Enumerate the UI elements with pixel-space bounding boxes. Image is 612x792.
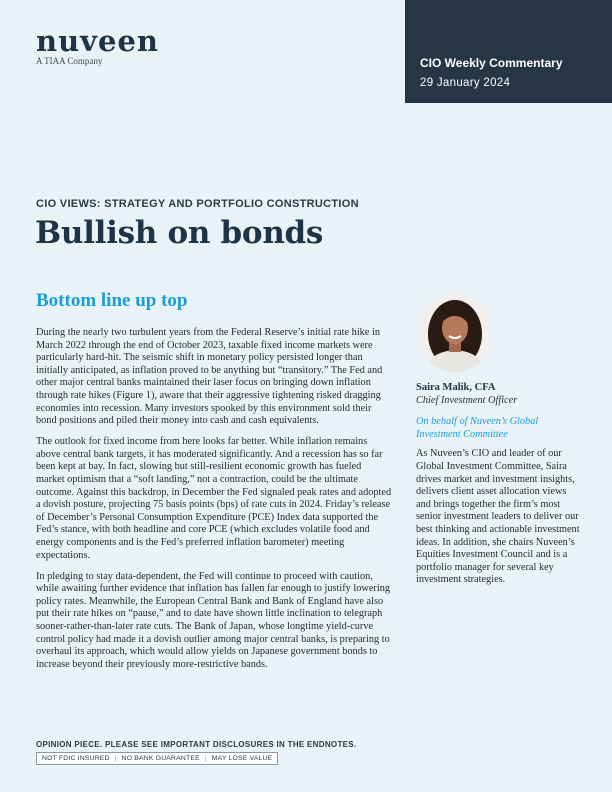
author-sidebar — [416, 382, 581, 587]
disclosure-note: OPINION PIECE. PLEASE SEE IMPORTANT DISCLOSURES IN THE ENDNOTES. — [36, 740, 357, 749]
page-title: Bullish on bonds — [35, 215, 324, 251]
badge-not-fdic: NOT FDIC INSURED — [42, 755, 110, 762]
logo-tagline: A TIAA Company — [36, 56, 103, 66]
badge-may-lose-value: MAY LOSE VALUE — [211, 755, 273, 762]
badge-no-bank-guarantee: NO BANK GUARANTEE — [121, 755, 200, 762]
header-panel — [405, 0, 612, 103]
section-label: CIO VIEWS: STRATEGY AND PORTFOLIO CONSTRUCTION — [36, 198, 359, 210]
paragraph: The outlook for fixed income from here looks far better. While inflation remains above central bank targets, it has moderated significantly. And a recession has so far been kept at bay. In fact, slowing but still-resilient economic growth has fueled market optimism that a “soft landing,” not a contraction, could be the ultimate outcome. Against this backdrop, in December the Fed signaled peak rates and adopted a dovish posture, projecting 75 basis points (bps) of rate cuts in 2024. Friday’s release of December’s Personal Consumption Expenditure (PCE) Index data supported the Fed’s stance, with both headline and core PCE (which excludes volatile food and energy components and is the Fed’s preferred inflation barometer) meeting expectations. — [36, 436, 392, 561]
badge-separator: | — [114, 755, 117, 762]
nuveen-logo — [36, 26, 159, 66]
author-role: Chief Investment Officer — [416, 394, 518, 406]
subhead: Bottom line up top — [36, 290, 188, 311]
badge-separator: | — [204, 755, 207, 762]
author-behalf: On behalf of Nuveen’s Global Investment Committee — [416, 416, 539, 440]
article-body — [36, 327, 392, 680]
logo-wordmark: nuveen — [36, 24, 160, 58]
paragraph: In pledging to stay data-dependent, the Fed will continue to proceed with caution, while awaiting further evidence that inflation has fallen far enough to justify lowering policy rates. Meanwhile, the European Central Bank and Bank of England have also put their rate hikes on “pause,” and to date have shown little inclination to telegraph sooner-rather-than-later rate cuts. The Bank of Japan, whose longtime yield-curve control policy had made it a dovish outlier among major central banks, is preparing to overhaul its approach, which would allow yields on Japanese government bonds to increase beyond their previously more-restrictive bands. — [36, 570, 390, 670]
author-avatar — [416, 294, 494, 372]
author-portrait-icon — [416, 294, 494, 372]
disclaimer-badges — [36, 752, 278, 765]
author-bio: As Nuveen’s CIO and leader of our Global Investment Committee, Saira drives market and investment insights, delivers client asset allocation views and brings together the firm’s most senior investment leaders to deliver our best thinking and actionable investment ideas. In addition, she chairs Nuveen’s Equities Investment Council and is a portfolio manager for several key investment strategies. — [416, 448, 580, 586]
author-name: Saira Malik, CFA — [416, 382, 496, 393]
publication-title: CIO Weekly Commentary — [420, 56, 563, 70]
publication-date: 29 January 2024 — [420, 77, 511, 89]
paragraph: During the nearly two turbulent years from the Federal Reserve’s initial rate hike in March 2022 through the end of October 2023, taxable fixed income markets were particularly hard-hit. The seismic shift in monetary policy persisted longer than initially anticipated, as inflation proved to be anything but “transitory.” The Fed and other major central banks maintained their laser focus on bringing down inflation through rate hikes (Figure 1), aware that their aggressive tightening risked dragging economies into recession. Many investors spooked by this environment sold their bond positions and piled their money into cash and cash equivalents. — [36, 327, 383, 427]
